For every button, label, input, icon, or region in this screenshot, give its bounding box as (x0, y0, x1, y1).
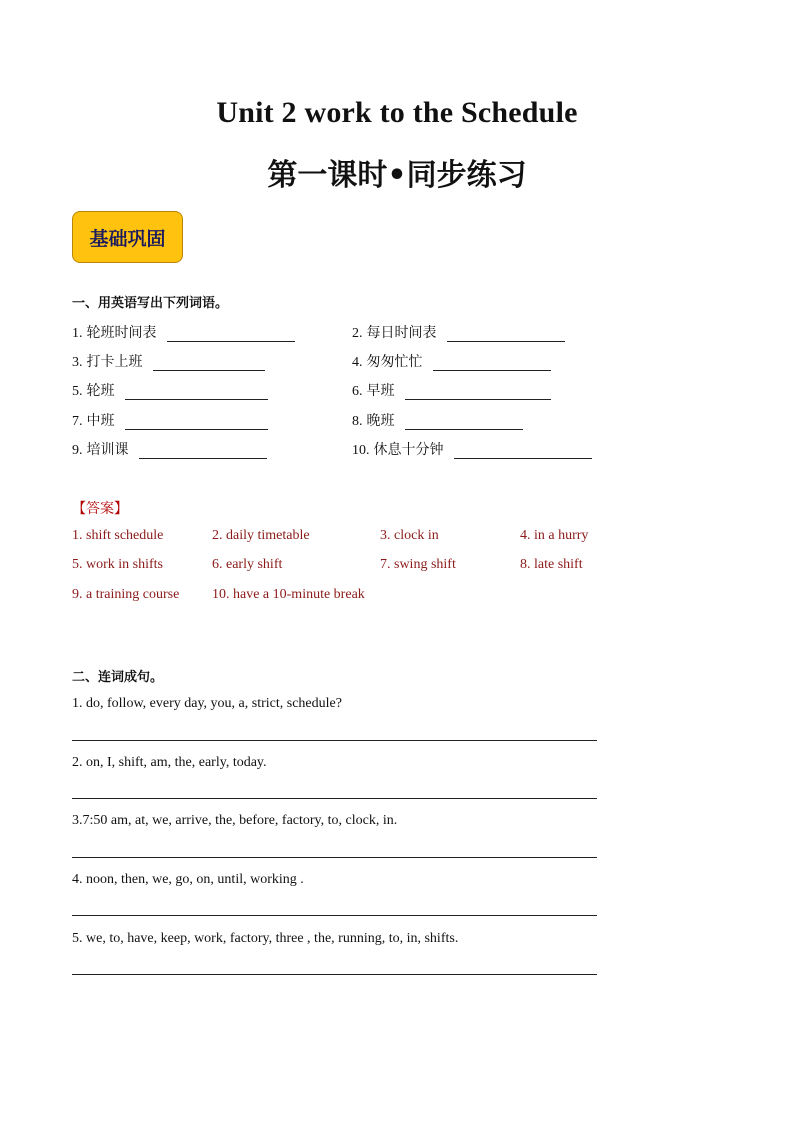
vocab-prompt: 每日时间表 (366, 325, 437, 341)
answer-item: 7. swing shift (380, 557, 456, 572)
answer-blank[interactable] (454, 444, 592, 459)
badge-label: 基础巩固 (89, 227, 166, 250)
answer-line[interactable] (72, 740, 597, 741)
answer-item: 10. have a 10-minute break (212, 587, 365, 602)
answer-blank[interactable] (125, 415, 268, 430)
section-badge (72, 211, 183, 263)
answers-heading: 【答案】 (72, 501, 128, 517)
answer-item: 3. clock in (380, 528, 439, 543)
answer-blank[interactable] (405, 415, 523, 430)
answer-item: 9. a training course (72, 587, 180, 602)
vocab-prompt: 休息十分钟 (373, 442, 444, 458)
answer-blank[interactable] (139, 444, 267, 459)
answer-item: 2. daily timetable (212, 528, 310, 543)
vocab-prompt: 轮班时间表 (86, 325, 157, 341)
answer-blank[interactable] (125, 385, 268, 400)
vocab-item: 10. 休息十分钟 (352, 439, 592, 459)
section2-heading: 二、连词成句。 (72, 670, 164, 685)
sentence-prompt: 3.7:50 am, at, we, arrive, the, before, factory, to, clock, in. (72, 813, 398, 828)
answer-blank[interactable] (153, 356, 265, 371)
answer-item: 1. shift schedule (72, 528, 164, 543)
sentence-prompt: 2. on, I, shift, am, the, early, today. (72, 755, 267, 770)
sentence-prompt: 4. noon, then, we, go, on, until, working . (72, 872, 304, 887)
answer-blank[interactable] (433, 356, 551, 371)
sentence-prompt: 1. do, follow, every day, you, a, strict, schedule? (72, 696, 342, 711)
vocab-prompt: 轮班 (86, 383, 115, 399)
vocab-prompt: 早班 (366, 383, 395, 399)
vocab-prompt: 匆匆忙忙 (366, 354, 423, 370)
vocab-item: 8. 晚班 (352, 410, 523, 430)
answer-item: 5. work in shifts (72, 557, 163, 572)
answer-line[interactable] (72, 915, 597, 916)
section1-heading: 一、用英语写出下列词语。 (72, 296, 229, 311)
vocab-prompt: 打卡上班 (86, 354, 143, 370)
vocab-item: 1. 轮班时间表 (72, 322, 295, 342)
answer-line[interactable] (72, 798, 597, 799)
sentence-prompt: 5. we, to, have, keep, work, factory, three , the, running, to, in, shifts. (72, 931, 459, 946)
answer-blank[interactable] (447, 327, 565, 342)
vocab-prompt: 晚班 (366, 413, 395, 429)
vocab-item: 4. 匆匆忙忙 (352, 351, 551, 371)
answer-item: 4. in a hurry (520, 528, 589, 543)
answer-blank[interactable] (405, 385, 551, 400)
answer-line[interactable] (72, 857, 597, 858)
page-title: Unit 2 work to the Schedule (216, 96, 578, 129)
page-subtitle: 第一课时•同步练习 (267, 158, 527, 193)
vocab-prompt: 培训课 (86, 442, 129, 458)
vocab-item: 9. 培训课 (72, 439, 267, 459)
vocab-item: 7. 中班 (72, 410, 268, 430)
answer-line[interactable] (72, 974, 597, 975)
answer-item: 8. late shift (520, 557, 583, 572)
vocab-prompt: 中班 (86, 413, 115, 429)
vocab-item: 3. 打卡上班 (72, 351, 265, 371)
vocab-item: 6. 早班 (352, 380, 551, 400)
vocab-item: 5. 轮班 (72, 380, 268, 400)
answer-blank[interactable] (167, 327, 295, 342)
vocab-item: 2. 每日时间表 (352, 322, 565, 342)
answer-item: 6. early shift (212, 557, 283, 572)
